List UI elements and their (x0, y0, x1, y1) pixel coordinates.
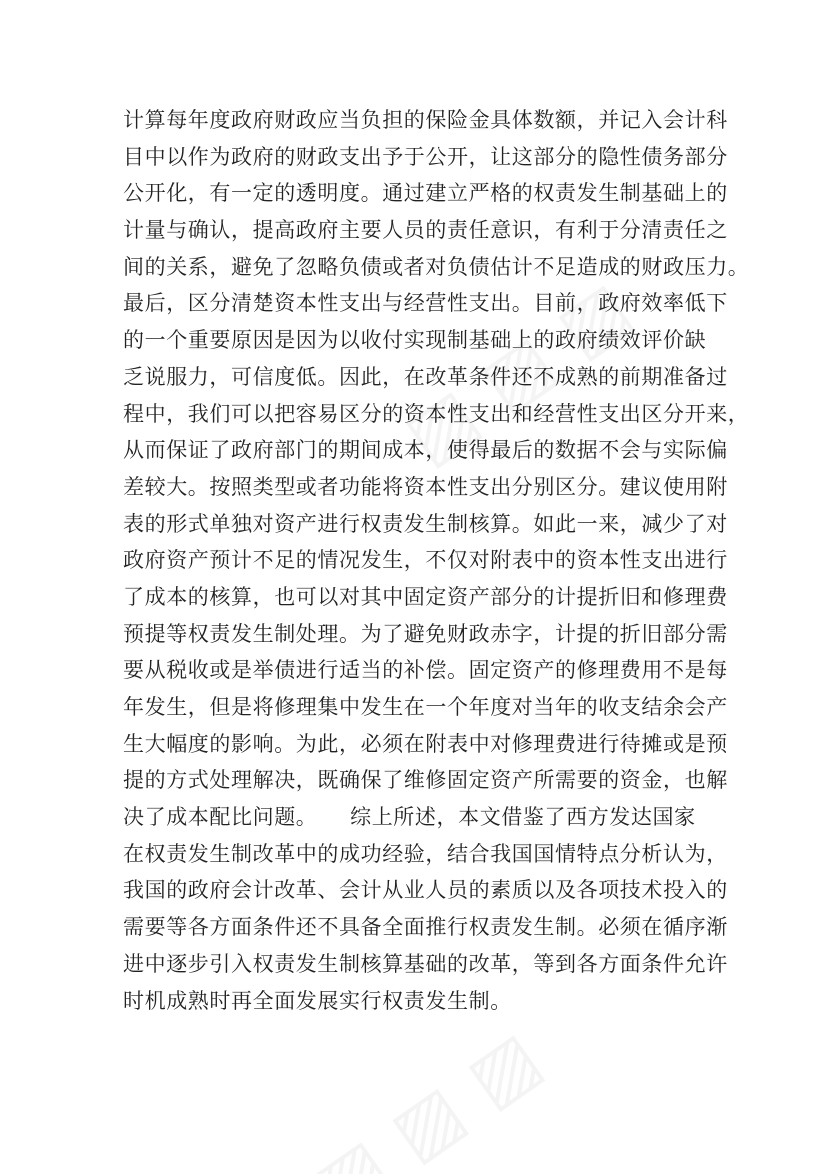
text-line: 需要等各方面条件还不具备全面推行权责发生制。必须在循序渐 (123, 915, 728, 940)
text-line: 目中以作为政府的财政支出予于公开，让这部分的隐性债务部分 (123, 144, 728, 169)
text-line: 计算每年度政府财政应当负担的保险金具体数额，并记入会计科 (123, 108, 728, 132)
text-line: 进中逐步引入权责发生制核算基础的改革，等到各方面条件允许 (123, 951, 728, 976)
text-line: 生大幅度的影响。为此，必须在附表中对修理费进行待摊或是预 (123, 731, 728, 756)
text-line: 年发生，但是将修理集中发生在一个年度对当年的收支结余会产 (123, 695, 728, 719)
text-line: 提的方式处理解决，既确保了维修固定资产所需要的资金，也解 (123, 768, 728, 793)
text-line: 了成本的核算，也可以对其中固定资产部分的计提折旧和修理费 (123, 584, 728, 609)
text-line: 的一个重要原因是因为以收付实现制基础上的政府绩效评价缺 (123, 328, 707, 353)
text-line: 要从税收或是举债进行适当的补偿。固定资产的修理费用不是每 (123, 658, 728, 683)
text-line: 时机成熟时再全面发展实行权责发生制。 (123, 988, 512, 1013)
text-line: 从而保证了政府部门的期间成本，使得最后的数据不会与实际偏 (123, 438, 728, 463)
text-line: 在权责发生制改革中的成功经验，结合我国国情特点分析认为， (123, 841, 728, 866)
text-line: 决了成本配比问题。 综上所述，本文借鉴了西方发达国家 (123, 805, 696, 830)
text-line: 差较大。按照类型或者功能将资本性支出分别区分。建议使用附 (123, 474, 728, 499)
text-line: 预提等权责发生制处理。为了避免财政赤字，计提的折旧部分需 (123, 621, 728, 646)
body-paragraph (123, 102, 750, 1019)
text-line: 最后，区分清楚资本性支出与经营性支出。目前，政府效率低下 (123, 291, 728, 316)
watermark (299, 1015, 555, 1174)
text-line: 公开化，有一定的透明度。通过建立严格的权责发生制基础上的 (123, 181, 728, 206)
text-line: 我国的政府会计改革、会计从业人员的素质以及各项技术投入的 (123, 878, 728, 903)
text-line: 间的关系，避免了忽略负债或者对负债估计不足造成的财政压力。 (123, 254, 750, 279)
text-line: 计量与确认，提高政府主要人员的责任意识，有利于分清责任之 (123, 218, 728, 243)
text-line: 乏说服力，可信度低。因此，在改革条件还不成熟的前期准备过 (123, 364, 728, 389)
text-line: 政府资产预计不足的情况发生，不仅对附表中的资本性支出进行 (123, 548, 728, 573)
text-line: 程中，我们可以把容易区分的资本性支出和经营性支出区分开来， (123, 401, 750, 426)
text-line: 表的形式单独对资产进行权责发生制核算。如此一来，减少了对 (123, 511, 728, 536)
